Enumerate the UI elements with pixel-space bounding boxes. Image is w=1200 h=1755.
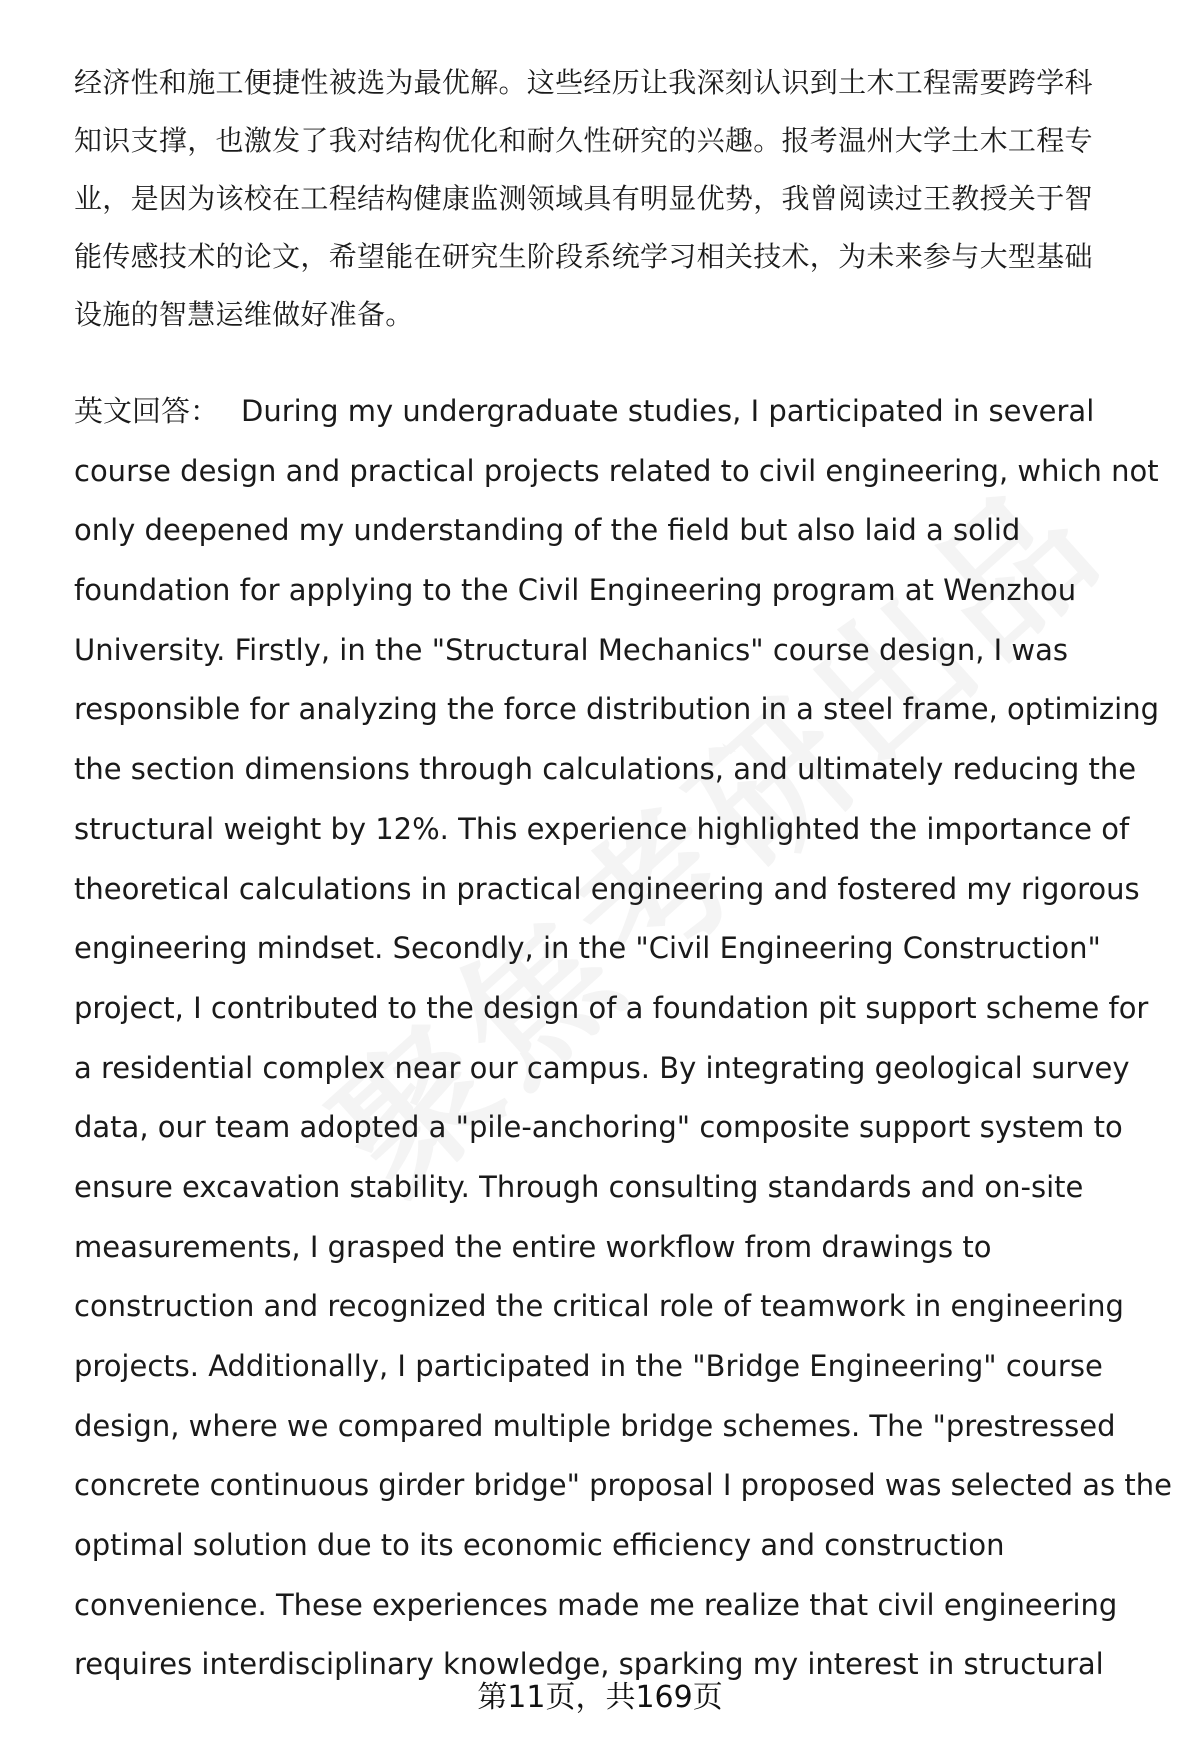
english-line: responsible for analyzing the force distribution in a steel frame, optimizing <box>74 692 1159 727</box>
english-line: optimal solution due to its economic efficiency and construction <box>74 1528 1005 1563</box>
english-line-text: During my undergraduate studies, I participated in several <box>241 394 1095 428</box>
english-line: ensure excavation stability. Through consulting standards and on-site <box>74 1169 1084 1204</box>
english-line: requires interdisciplinary knowledge, sparking my interest in structural <box>74 1647 1104 1682</box>
english-line: the section dimensions through calculations, and ultimately reducing the <box>74 752 1137 787</box>
english-answer-label: 英文回答： <box>74 394 220 428</box>
english-line: only deepened my understanding of the field but also laid a solid <box>74 513 1021 548</box>
english-line: concrete continuous girder bridge" proposal I proposed was selected as the <box>74 1468 1172 1503</box>
chinese-line: 设施的智慧运维做好准备。 <box>74 298 414 331</box>
english-line <box>74 382 1154 442</box>
document-page <box>74 54 1172 1695</box>
english-line: data, our team adopted a "pile-anchoring" composite support system to <box>74 1110 1123 1145</box>
english-line: structural weight by 12%. This experience highlighted the importance of <box>74 811 1130 846</box>
english-line: projects. Additionally, I participated in the "Bridge Engineering" course <box>74 1349 1103 1383</box>
chinese-line: 业，是因为该校在工程结构健康监测领域具有明显优势，我曾阅读过王教授关于智 <box>74 182 1093 215</box>
english-line: foundation for applying to the Civil Engineering program at Wenzhou <box>74 573 1077 608</box>
chinese-paragraph <box>74 54 1154 344</box>
english-line: engineering mindset. Secondly, in the "Civil Engineering Construction" <box>74 931 1101 966</box>
english-line: convenience. These experiences made me realize that civil engineering <box>74 1587 1118 1622</box>
english-line: course design and practical projects related to civil engineering, which not <box>74 453 1159 488</box>
english-line: design, where we compared multiple bridge schemes. The "prestressed <box>74 1408 1116 1443</box>
english-line: construction and recognized the critical role of teamwork in engineering <box>74 1289 1124 1324</box>
chinese-line: 知识支撑，也激发了我对结构优化和耐久性研究的兴趣。报考温州大学土木工程专 <box>74 124 1093 157</box>
page-number: 第11页，共169页 <box>477 1680 723 1715</box>
english-line: a residential complex near our campus. By integrating geological survey <box>74 1050 1130 1085</box>
chinese-line: 能传感技术的论文，希望能在研究生阶段系统学习相关技术，为未来参与大型基础 <box>74 240 1093 273</box>
english-line: theoretical calculations in practical engineering and fostered my rigorous <box>74 871 1140 906</box>
english-line: project, I contributed to the design of a foundation pit support scheme for <box>74 990 1149 1025</box>
chinese-line: 经济性和施工便捷性被选为最优解。这些经历让我深刻认识到土木工程需要跨学科 <box>74 66 1093 99</box>
english-answer <box>74 382 1172 1695</box>
english-line: measurements, I grasped the entire workflow from drawings to <box>74 1229 992 1264</box>
english-line: University. Firstly, in the "Structural Mechanics" course design, I was <box>74 632 1069 667</box>
